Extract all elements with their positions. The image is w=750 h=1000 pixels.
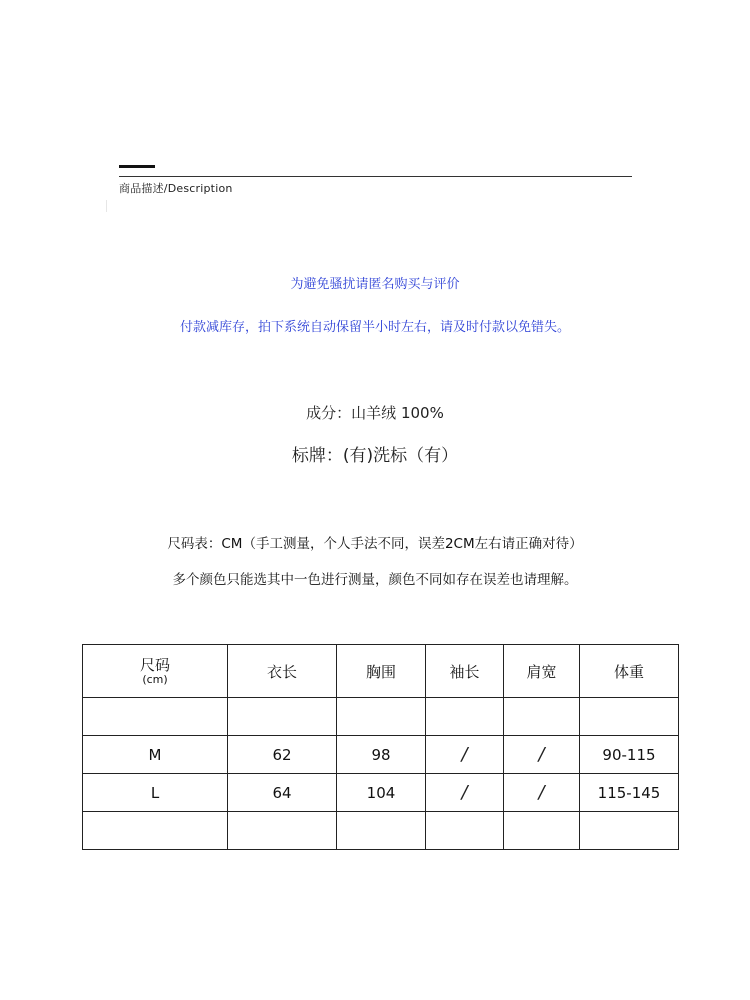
header-shoulder: 肩宽 [504, 645, 580, 698]
slash-mark: / [461, 782, 468, 803]
cell-chest [337, 812, 426, 850]
cell-shoulder [504, 698, 580, 736]
anonymous-purchase-notice: 为避免骚扰请匿名购买与评价 [290, 277, 460, 292]
cell-size [83, 812, 228, 850]
material-composition: 成分：山羊绒 100% [306, 404, 444, 422]
slash-mark: / [538, 782, 545, 803]
cell-length [228, 812, 337, 850]
cell-shoulder [504, 774, 580, 812]
table-row [83, 774, 679, 812]
size-chart-note: 尺码表：CM（手工测量，个人手法不同，误差2CM左右请正确对待） [167, 536, 583, 552]
slash-mark: / [461, 744, 468, 765]
table-header-row [83, 645, 679, 698]
header-accent-bar [119, 165, 155, 168]
cell-weight: 90-115 [580, 736, 679, 774]
slash-mark: / [538, 744, 545, 765]
header-chest: 胸围 [337, 645, 426, 698]
cell-length: 62 [228, 736, 337, 774]
header-size-unit: (cm) [142, 673, 168, 686]
table-row [83, 736, 679, 774]
header-weight: 体重 [580, 645, 679, 698]
cell-size: L [83, 774, 228, 812]
header-length: 衣长 [228, 645, 337, 698]
header-divider [119, 176, 632, 177]
size-table [82, 644, 679, 850]
cell-shoulder [504, 812, 580, 850]
cell-chest [337, 698, 426, 736]
table-row [83, 812, 679, 850]
cell-length [228, 698, 337, 736]
cell-chest: 98 [337, 736, 426, 774]
cell-chest: 104 [337, 774, 426, 812]
table-row [83, 698, 679, 736]
faint-mark [106, 200, 107, 212]
cell-weight: 115-145 [580, 774, 679, 812]
payment-notice: 付款减库存，拍下系统自动保留半小时左右，请及时付款以免错失。 [179, 320, 570, 335]
cell-weight [580, 698, 679, 736]
cell-size [83, 698, 228, 736]
cell-sleeve [426, 698, 504, 736]
cell-sleeve [426, 736, 504, 774]
header-sleeve: 袖长 [426, 645, 504, 698]
header-size [83, 645, 228, 698]
cell-shoulder [504, 736, 580, 774]
cell-weight [580, 812, 679, 850]
header-size-label: 尺码 [139, 656, 170, 674]
label-info: 标牌：(有)洗标（有） [291, 446, 459, 466]
cell-sleeve [426, 812, 504, 850]
cell-size: M [83, 736, 228, 774]
color-measurement-note: 多个颜色只能选其中一色进行测量，颜色不同如存在误差也请理解。 [172, 572, 578, 588]
section-title: 商品描述/Description [119, 182, 233, 195]
cell-sleeve [426, 774, 504, 812]
cell-length: 64 [228, 774, 337, 812]
